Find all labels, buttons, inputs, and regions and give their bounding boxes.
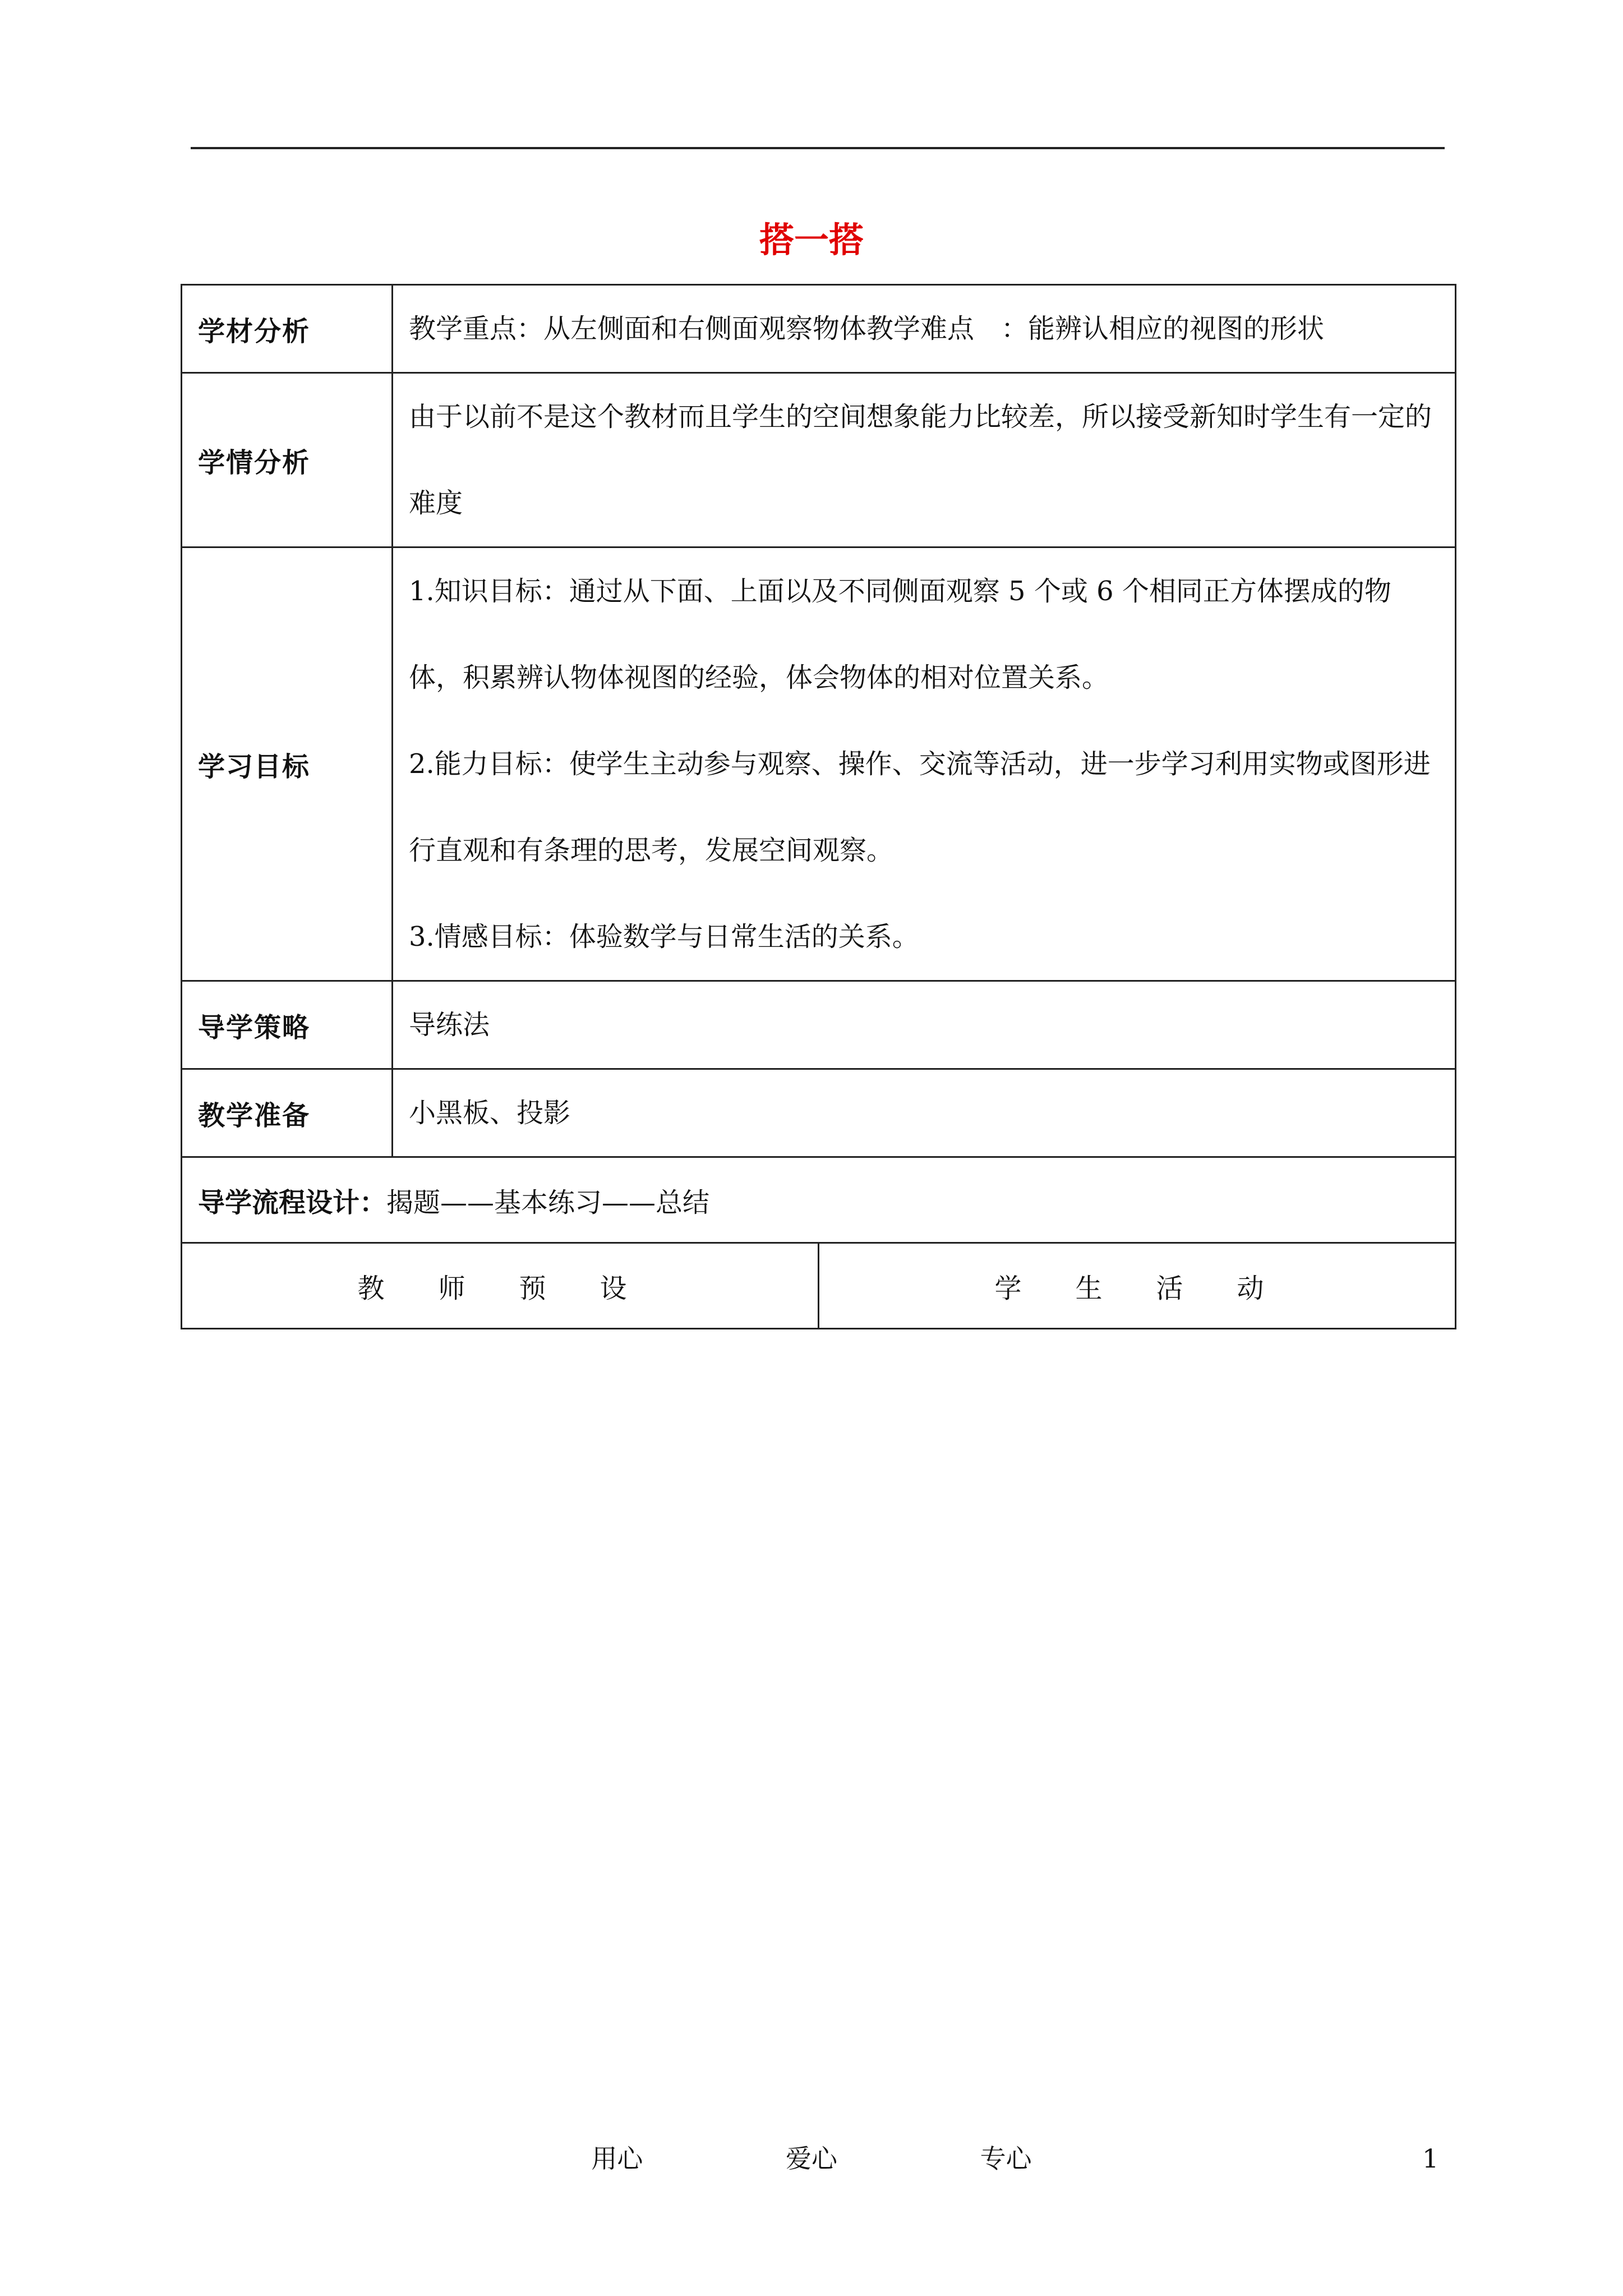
- goals-list: [393, 547, 1456, 981]
- column-header-teacher: 教师预设: [182, 1243, 819, 1329]
- flow-label: 导学流程设计：: [198, 1186, 387, 1218]
- row-learner-analysis: [182, 373, 1456, 547]
- row-teaching-preparation: [182, 1069, 1456, 1157]
- row-label: 导学策略: [182, 981, 393, 1069]
- row-guidance-strategy: [182, 981, 1456, 1069]
- row-label: 教学准备: [182, 1069, 393, 1157]
- footer-motto: 专心: [980, 2143, 1032, 2174]
- row-label: 学材分析: [182, 285, 393, 373]
- footer-motto: 用心: [591, 2143, 643, 2174]
- goal-emotion: 3.情感目标：体验数学与日常生活的关系。: [409, 921, 919, 953]
- page-number: 1: [1422, 2143, 1439, 2174]
- footer-motto: 爱心: [786, 2143, 837, 2174]
- row-column-headers: [182, 1243, 1456, 1329]
- flow-content: 揭题——基本练习——总结: [386, 1186, 710, 1218]
- goal-knowledge: 1.知识目标：通过从下面、上面以及不同侧面观察 5 个或 6 个相同正方体摆成的物体，积累辨认物体视图的经验，体会物体的相对位置关系。: [409, 576, 1391, 693]
- footer-mottos: [0, 2141, 1623, 2177]
- flow-design-cell: [182, 1157, 1456, 1243]
- row-content: 导练法: [393, 981, 1456, 1069]
- row-label: 学情分析: [182, 373, 393, 547]
- lesson-plan-table: [181, 284, 1456, 1329]
- row-content: 教学重点：从左侧面和右侧面观察物体教学难点 ：能辨认相应的视图的形状: [393, 285, 1456, 373]
- row-learning-goals: [182, 547, 1456, 981]
- row-content: 小黑板、投影: [393, 1069, 1456, 1157]
- column-header-student: 学生活动: [819, 1243, 1456, 1329]
- goal-ability: 2.能力目标：使学生主动参与观察、操作、交流等活动，进一步学习利用实物或图形进行直观和有条理的思考，发展空间观察。: [409, 748, 1431, 866]
- header-rule: [191, 147, 1445, 149]
- document-title: 搭一搭: [759, 219, 864, 260]
- row-material-analysis: [182, 285, 1456, 373]
- row-label: 学习目标: [182, 547, 393, 981]
- row-content: 由于以前不是这个教材而且学生的空间想象能力比较差，所以接受新知时学生有一定的难度: [393, 373, 1456, 547]
- row-flow-design: [182, 1157, 1456, 1243]
